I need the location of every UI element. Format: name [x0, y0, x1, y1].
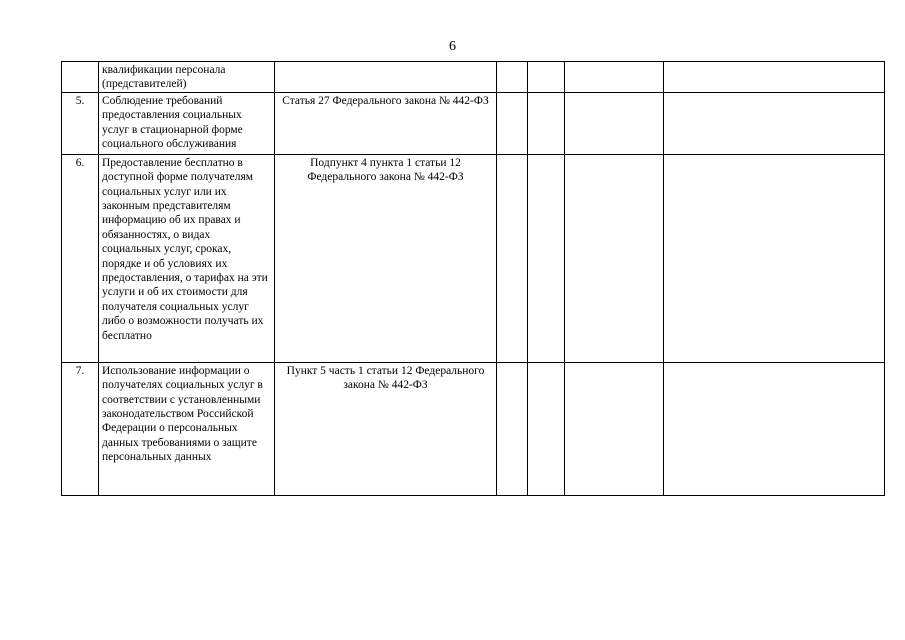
no-cell — [528, 362, 565, 495]
row-number-cell: 5. — [62, 92, 99, 154]
yes-cell — [497, 154, 528, 362]
page-number: 6 — [449, 39, 456, 54]
note-cell — [664, 92, 885, 154]
checklist-table — [61, 61, 885, 496]
requirement-cell: квалификации персонала (представителей) — [99, 62, 275, 93]
yes-cell — [497, 92, 528, 154]
legal-basis-cell: Пункт 5 часть 1 статьи 12 Федерального закона № 442-ФЗ — [275, 362, 497, 495]
requirement-cell: Предоставление бесплатно в доступной форме получателям социальных услуг или их законным представителям информацию об их правах и обязанностях, о видах социальных услуг, сроках, порядке и об условиях их предоставления, о тарифах на эти услуги и об их стоимости для получателя социальных услуг либо о возможности получать их бесплатно — [99, 154, 275, 362]
requirement-cell: Использование информации о получателях социальных услуг в соответствии с установленными законодательством Российской Федерации о персональных данных требованиями о защите персональных данных — [99, 362, 275, 495]
row-number-cell: 6. — [62, 154, 99, 362]
yes-cell — [497, 362, 528, 495]
not-applicable-cell — [565, 362, 664, 495]
legal-basis-cell — [275, 62, 497, 93]
table-row — [62, 154, 885, 362]
no-cell — [528, 154, 565, 362]
not-applicable-cell — [565, 92, 664, 154]
legal-basis-cell: Статья 27 Федерального закона № 442-ФЗ — [275, 92, 497, 154]
note-cell — [664, 154, 885, 362]
legal-basis-cell: Подпункт 4 пункта 1 статьи 12 Федерального закона № 442-ФЗ — [275, 154, 497, 362]
not-applicable-cell — [565, 62, 664, 93]
note-cell — [664, 362, 885, 495]
note-cell — [664, 62, 885, 93]
yes-cell — [497, 62, 528, 93]
requirement-cell: Соблюдение требований предоставления социальных услуг в стационарной форме социального обслуживания — [99, 92, 275, 154]
table-row — [62, 92, 885, 154]
row-number-cell — [62, 62, 99, 93]
no-cell — [528, 92, 565, 154]
table-row — [62, 362, 885, 495]
no-cell — [528, 62, 565, 93]
not-applicable-cell — [565, 154, 664, 362]
table-row — [62, 62, 885, 93]
row-number-cell: 7. — [62, 362, 99, 495]
